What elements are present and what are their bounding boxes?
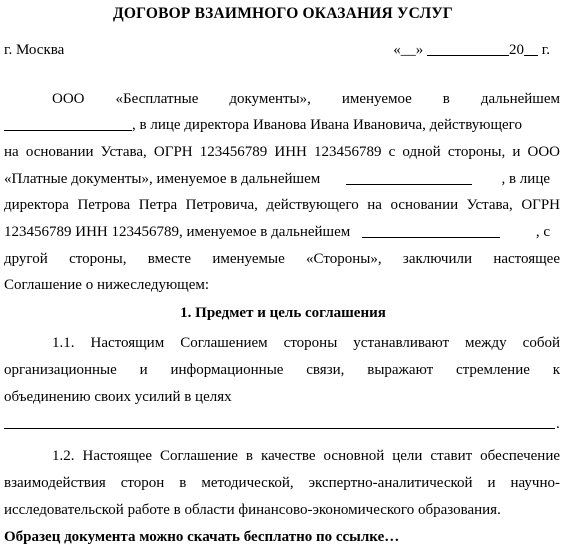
section-heading: 1. Предмет и цель соглашения — [180, 305, 386, 321]
date-suffix: г. — [541, 42, 550, 58]
clause-1-2-line-1: 1.2. Настоящее Соглашение в качестве основной цели ставит обеспечение — [52, 448, 560, 464]
clause-1-1-end: . — [556, 416, 560, 432]
party-two-name-blank — [362, 222, 500, 238]
city: г. Москва — [4, 42, 65, 58]
preamble-line-8: Соглашение о нижеследующем: — [4, 277, 210, 293]
preamble-line-5: директора Петрова Петра Петровича, действующего на основании Устава, ОГРН — [4, 197, 560, 213]
download-link[interactable]: Образец документа можно скачать бесплатно по ссылке… — [4, 529, 400, 545]
document-title: ДОГОВОР ВЗАИМНОГО ОКАЗАНИЯ УСЛУГ — [113, 5, 453, 22]
party-two-blank — [346, 169, 472, 185]
clause-1-2-line-2: взаимодействия сторон в методической, экспертно-аналитической и научно- — [4, 475, 560, 491]
date-month-blank — [427, 40, 509, 56]
preamble-line-3: на основании Устава, ОГРН 123456789 ИНН 123456789 с одной стороны, и ООО — [4, 144, 560, 160]
date-year-blank — [524, 40, 538, 56]
date-day: «__» — [393, 42, 424, 58]
preamble-line-1: ООО «Бесплатные документы», именуемое в дальнейшем — [52, 91, 561, 107]
preamble-line-6: 123456789 ИНН 123456789, именуемое в дальнейшем , с — [4, 224, 550, 240]
party-one-blank — [4, 115, 132, 131]
preamble-line-7: другой стороны, вместе именуемые «Стороны», заключили настоящее — [4, 251, 560, 267]
clause-1-1-line-3: объединению своих усилий в целях — [4, 389, 232, 405]
city-date-row — [4, 38, 560, 62]
preamble-line-4: «Платные документы», именуемое в дальнейшем , в лице — [4, 171, 550, 187]
clause-1-2-line-3: исследовательской работе в области финансово-экономического образования. — [4, 502, 501, 518]
preamble-line-2: , в лице директора Иванова Ивана Ивановича, действующего — [4, 113, 560, 137]
contract-date — [393, 38, 550, 62]
clause-1-1-line-2: организационные и информационные связи, выражают стремление к — [4, 362, 560, 378]
date-year: 20 — [509, 42, 525, 58]
clause-1-1-line-1: 1.1. Настоящим Соглашением стороны устанавливают между собой — [52, 335, 560, 351]
purpose-blank-line — [4, 428, 555, 429]
